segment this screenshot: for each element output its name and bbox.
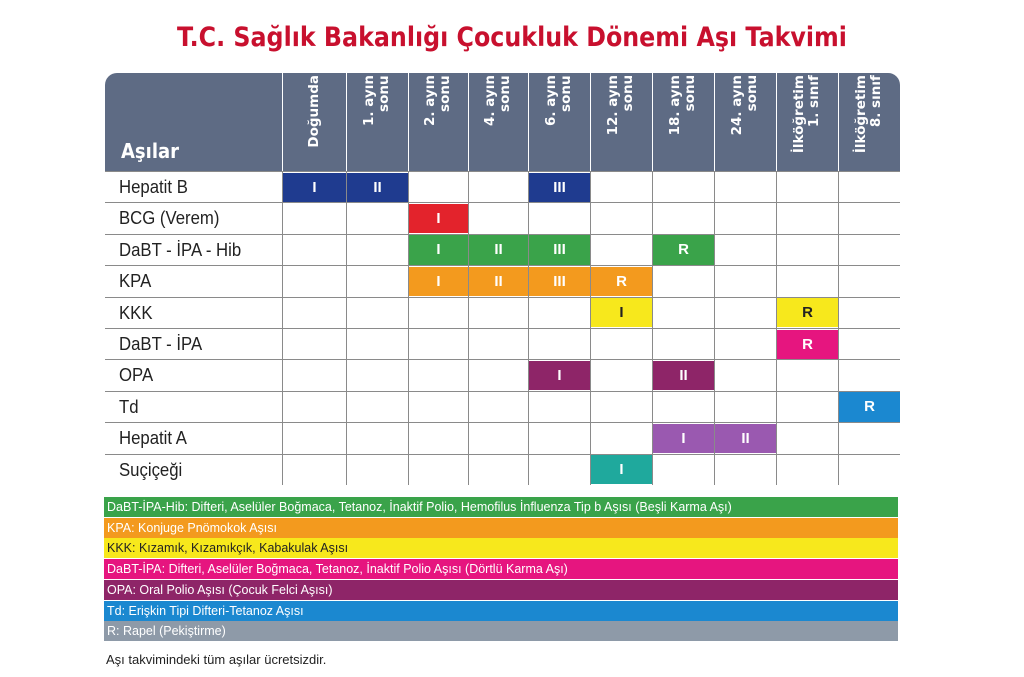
vaccine-name: Td (119, 396, 139, 417)
legend-item: R: Rapel (Pekiştirme) (104, 621, 898, 641)
column-header (714, 75, 776, 169)
vaccine-name: Hepatit B (119, 177, 188, 197)
vaccine-schedule-table (105, 73, 900, 485)
legend-item: KPA: Konjuge Pnömokok Aşısı (104, 518, 898, 538)
vaccine-name: Hepatit A (119, 428, 187, 449)
column-divider (528, 171, 529, 485)
header-divider (652, 73, 653, 171)
row-divider (105, 422, 900, 423)
header-divider (590, 73, 591, 171)
column-header (408, 75, 468, 169)
dose-cell: II (653, 361, 714, 390)
column-header (652, 75, 714, 169)
column-divider (838, 171, 839, 485)
header-divider (776, 73, 777, 171)
dose-cell: I (591, 298, 652, 327)
header-divider (468, 73, 469, 171)
column-header-label: 18. ayın sonu (667, 75, 698, 136)
dose-cell: I (529, 361, 590, 390)
column-header (528, 75, 590, 169)
vaccine-name: DaBT - İPA - Hib (119, 239, 242, 260)
row-divider (105, 391, 900, 392)
dose-cell: II (469, 267, 528, 296)
column-header-label: 6. ayın sonu (543, 75, 574, 126)
vaccines-column-header: Aşılar (121, 139, 180, 163)
column-header (838, 75, 900, 169)
column-header-label: 12. ayın sonu (605, 75, 636, 136)
row-divider (105, 359, 900, 360)
column-header-label: Doğumda (305, 75, 322, 148)
column-header (590, 75, 652, 169)
dose-cell: I (283, 173, 346, 202)
dose-cell: I (409, 204, 468, 233)
vaccine-name: KKK (119, 302, 153, 323)
dose-cell: III (529, 235, 590, 264)
legend-item: KKK: Kızamık, Kızamıkçık, Kabakulak Aşısı (104, 538, 898, 558)
vaccine-name: OPA (119, 365, 154, 386)
dose-cell: R (777, 298, 838, 327)
dose-cell: I (591, 455, 652, 484)
legend-item: OPA: Oral Polio Aşısı (Çocuk Felci Aşısı) (104, 580, 898, 600)
header-divider (282, 73, 283, 171)
dose-cell: R (777, 330, 838, 359)
dose-cell: R (591, 267, 652, 296)
row-divider (105, 202, 900, 203)
page-title: T.C. Sağlık Bakanlığı Çocukluk Dönemi Aşı Takvimi (177, 22, 847, 53)
dose-cell: II (715, 424, 776, 453)
legend-item: DaBT-İPA: Difteri, Aselüler Boğmaca, Tetanoz, İnaktif Polio Aşısı (Dörtlü Karma Aşı) (104, 559, 898, 579)
column-header-label: 1. ayın sonu (361, 75, 392, 126)
vaccine-name: Suçiçeği (119, 459, 183, 480)
column-header-label: 4. ayın sonu (482, 75, 513, 126)
dose-cell: I (409, 267, 468, 296)
dose-cell: I (409, 235, 468, 264)
header-divider (346, 73, 347, 171)
column-header (468, 75, 528, 169)
column-divider (282, 171, 283, 485)
dose-cell: R (653, 235, 714, 264)
dose-cell: III (529, 173, 590, 202)
column-divider (590, 171, 591, 485)
column-header-label: İlköğretim 1. sınıf (791, 75, 822, 154)
legend-item: Td: Erişkin Tipi Difteri-Tetanoz Aşısı (104, 601, 898, 621)
column-header (776, 75, 838, 169)
vaccine-name: KPA (119, 271, 152, 292)
column-header-label: 2. ayın sonu (422, 75, 453, 126)
dose-cell: R (839, 392, 900, 421)
column-divider (776, 171, 777, 485)
legend-item: DaBT-İPA-Hib: Difteri, Aselüler Boğmaca, Tetanoz, İnaktif Polio, Hemofilus İnfluenza Tip b Aşısı (Beşli Karma Aşı) (104, 497, 898, 517)
row-divider (105, 454, 900, 455)
footnote: Aşı takvimindeki tüm aşılar ücretsizdir. (106, 652, 327, 667)
column-header-label: İlköğretim 8. sınıf (853, 75, 884, 154)
row-divider (105, 171, 900, 172)
column-header (282, 75, 346, 169)
header-divider (714, 73, 715, 171)
vaccine-name: DaBT - İPA (119, 334, 203, 354)
header-divider (528, 73, 529, 171)
column-divider (468, 171, 469, 485)
column-header (346, 75, 408, 169)
column-header-label: 24. ayın sonu (729, 75, 760, 136)
header-divider (838, 73, 839, 171)
dose-cell: II (347, 173, 408, 202)
vaccine-name: BCG (Verem) (119, 208, 220, 229)
dose-cell: III (529, 267, 590, 296)
dose-cell: II (469, 235, 528, 264)
dose-cell: I (653, 424, 714, 453)
header-divider (408, 73, 409, 171)
column-divider (346, 171, 347, 485)
